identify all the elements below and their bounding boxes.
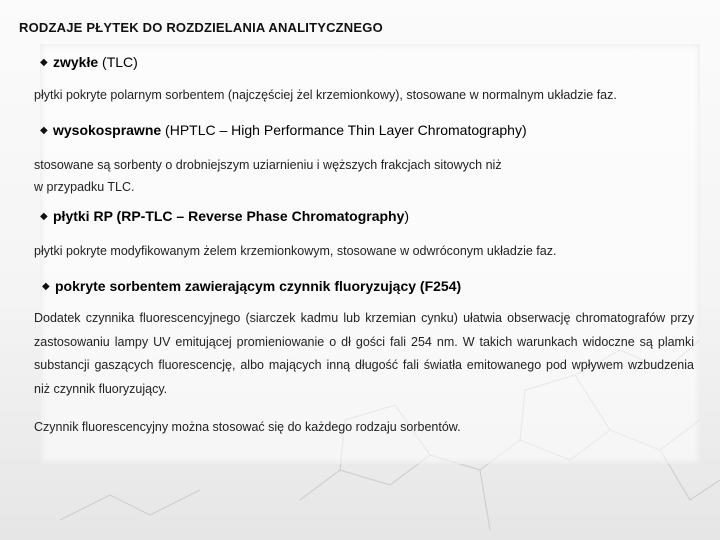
list-item-f254 (42, 278, 461, 294)
item-term: pokryte sorbentem zawierającym czynnik fluoryzujący (F254) (55, 278, 462, 294)
item-term-suffix: (TLC) (98, 54, 138, 70)
item-term: zwykłe (53, 54, 99, 70)
item-description: płytki pokryte polarnym sorbentem (najczęściej żel krzemionkowy), stosowane w normalnym układzie faz. (34, 88, 617, 102)
page-title: RODZAJE PŁYTEK DO ROZDZIELANIA ANALITYCZNEGO (19, 20, 383, 35)
diamond-bullet-icon: ◆ (42, 281, 50, 292)
item-term-suffix: (HPTLC – High Performance Thin Layer Chromatography) (161, 122, 527, 138)
item-term: wysokosprawne (53, 122, 162, 138)
diamond-bullet-icon: ◆ (40, 57, 48, 68)
item-description: w przypadku TLC. (34, 180, 135, 194)
item-description: płytki pokryte modyfikowanym żelem krzemionkowym, stosowane w odwróconym układzie faz. (34, 244, 557, 258)
item-note: Czynnik fluorescencyjny można stosować się do każdego rodzaju sorbentów. (34, 420, 461, 434)
list-item-tlc (40, 54, 138, 70)
item-paragraph: Dodatek czynnika fluorescencyjnego (siarczek kadmu lub krzemian cynku) ułatwia obserwację chromatografów przy zastosowaniu lampy UV emitującej promieniowanie o dł gości fali 254 nm. W takich warunkach widoczne są plamki substancji gaszących fluorescencję, albo mających inną długość fali światła emitowanego pod wpływem wzbudzenia niż czynnik fluoryzujący. (34, 311, 694, 396)
list-item-hptlc (40, 122, 527, 138)
item-term: płytki RP (RP-TLC – Reverse Phase Chromatography (53, 208, 405, 224)
item-term-suffix: ) (404, 208, 410, 224)
list-item-rp-tlc (40, 208, 409, 224)
diamond-bullet-icon: ◆ (40, 211, 48, 222)
diamond-bullet-icon: ◆ (40, 125, 48, 136)
content-panel (34, 44, 700, 464)
item-description: stosowane są sorbenty o drobniejszym uziarnieniu i węższych frakcjach sitowych niż (34, 158, 502, 172)
